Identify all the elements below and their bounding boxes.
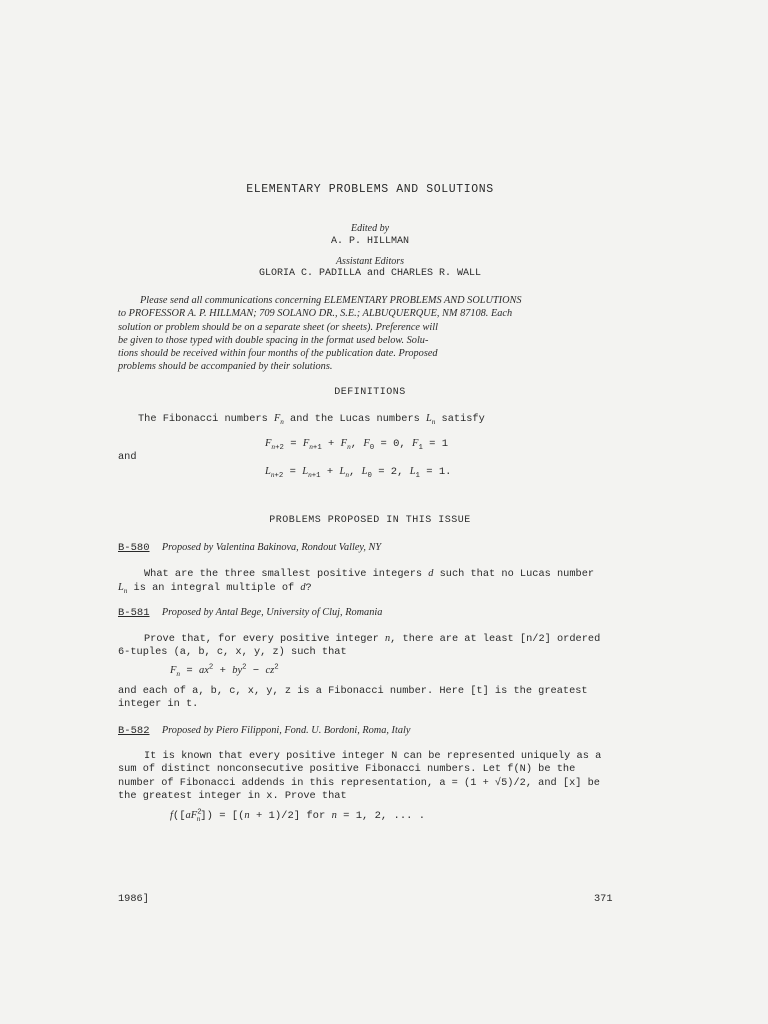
problem-proposer: Proposed by Antal Bege, University of Cluj, Romania xyxy=(161,607,383,618)
editor-name: A. P. HILLMAN xyxy=(330,236,409,247)
assistant-editors-names: GLORIA C. PADILLA and CHARLES R. WALL xyxy=(258,268,482,279)
page-number: 371 xyxy=(594,893,613,905)
fibonacci-recurrence: $F_{n+2} = F_{n+1} + F_n$, $F_0 = 0$, $F_1 = 1$ xyxy=(265,438,449,453)
submission-instructions xyxy=(118,294,618,374)
and-word: and xyxy=(118,451,137,463)
fib-symbol: $F_n$ xyxy=(273,413,284,427)
problem-b582-statement: It is known that every positive integer N can be represented uniquely as a sum of distinct nonconsecutive positive Fibonacci numbers. Let f(N) be the number of Fibonacci addends in this representation, a = (1 + √5)/2, and [x] be the greatest integer in x. Prove that xyxy=(118,750,602,802)
problem-b581-conclusion: and each of a, b, c, x, y, z is a Fibonacci number. Here [t] is the greatest integer in t. xyxy=(118,685,588,711)
intro-line: tions should be received within four months of the publication date. Proposed xyxy=(118,348,438,360)
problem-id: B-582 xyxy=(118,725,150,737)
definitions-sentence: The Fibonacci numbers $F_n$ and the Lucas numbers $L_n$ satisfy xyxy=(138,413,485,427)
lucas-recurrence: $L_{n+2} = L_{n+1} + L_n$, $L_0 = 2$, $L_1 = 1$. xyxy=(265,466,452,481)
intro-line: problems should be accompanied by their solutions. xyxy=(118,361,333,373)
problems-heading: PROBLEMS PROPOSED IN THIS ISSUE xyxy=(269,515,471,526)
footer-year: 1986] xyxy=(118,893,149,905)
definitions-heading: DEFINITIONS xyxy=(334,387,406,398)
intro-line: be given to those typed with double spacing in the format used below. Solu- xyxy=(118,334,429,346)
lucas-symbol: $L_n$ xyxy=(426,413,436,427)
problem-b582-header xyxy=(118,724,410,738)
problem-b581-statement: Prove that, for every positive integer n, there are at least [n/2] ordered 6-tuples (a, b, c, x, y, z) such that xyxy=(118,633,601,659)
problem-proposer: Proposed by Piero Filipponi, Fond. U. Bordoni, Roma, Italy xyxy=(161,725,411,736)
intro-line: to PROFESSOR A. P. HILLMAN; 709 SOLANO DR., S.E.; ALBUQUERQUE, NM 87108. Each xyxy=(118,308,513,320)
problem-proposer: Proposed by Valentina Bakinova, Rondout Valley, NY xyxy=(161,542,382,553)
assistant-editors-label: Assistant Editors xyxy=(335,256,405,267)
intro-line: solution or problem should be on a separate sheet (or sheets). Preference will xyxy=(118,321,439,333)
edited-by-label: Edited by xyxy=(350,223,390,234)
problem-b581-header xyxy=(118,606,382,620)
intro-line: Please send all communications concerning ELEMENTARY PROBLEMS AND SOLUTIONS xyxy=(140,295,522,306)
problem-id: B-581 xyxy=(118,607,150,619)
problem-b580-header xyxy=(118,541,381,555)
article-title: ELEMENTARY PROBLEMS AND SOLUTIONS xyxy=(246,183,494,196)
problem-b582-equation: $f([aF^2_n]) = [(n + 1)/2]$ for n = 1, 2, ... . xyxy=(170,808,426,824)
problem-b581-equation: $F_n = ax^2 + by^2 - cz^2$ xyxy=(170,663,279,679)
problem-id: B-580 xyxy=(118,542,150,554)
problem-b580-statement: What are the three smallest positive integers d such that no Lucas number $L_n$ is an integral multiple of d? xyxy=(118,568,595,596)
